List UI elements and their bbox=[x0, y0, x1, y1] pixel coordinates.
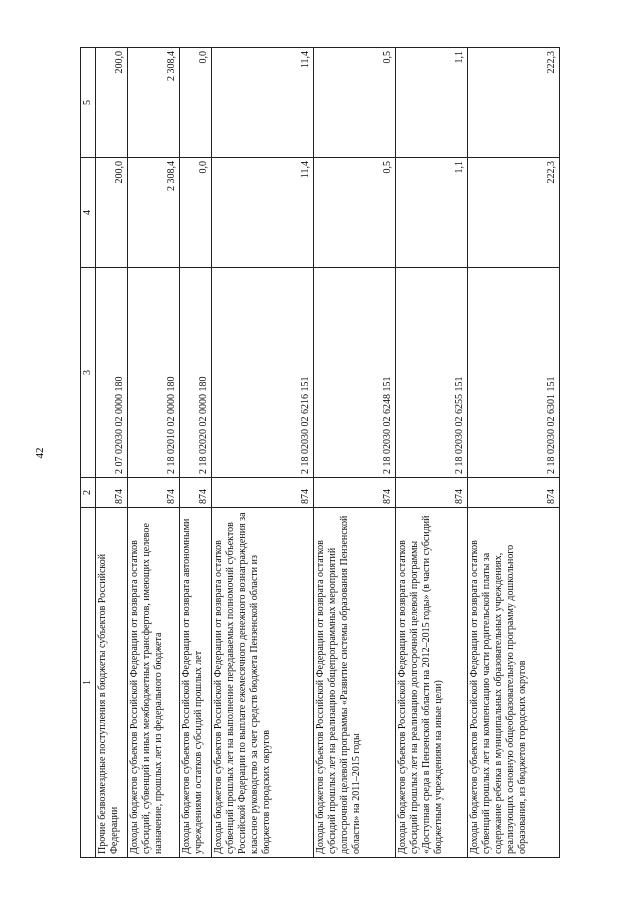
table-row bbox=[212, 48, 314, 858]
amount-cell-col4: 222,3 bbox=[468, 158, 560, 268]
amount-cell-col4: 0,0 bbox=[180, 158, 212, 268]
amount-cell-col5: 0,5 bbox=[314, 48, 396, 158]
amount-cell-col5: 222,3 bbox=[468, 48, 560, 158]
table-row bbox=[128, 48, 180, 858]
amount-cell-col4: 11,4 bbox=[212, 158, 314, 268]
column-header-1: 1 bbox=[81, 508, 96, 858]
revenue-name-cell: Доходы бюджетов субъектов Российской Федерации от возврата остатков субсидий прошлых лет на реализацию общепрограммных мероприятий долгосрочной целевой программы «Развитие системы образования Пензенской области» на 2011–2015 годы bbox=[314, 508, 396, 858]
budget-code-cell: 2 18 02030 02 6301 151 bbox=[468, 268, 560, 478]
amount-cell-col5: 2 308,4 bbox=[128, 48, 180, 158]
budget-code-cell: 2 07 02030 02 0000 180 bbox=[96, 268, 128, 478]
amount-cell-col4: 1,1 bbox=[396, 158, 468, 268]
amount-cell-col4: 0,5 bbox=[314, 158, 396, 268]
revenue-name-cell: Доходы бюджетов субъектов Российской Федерации от возврата остатков субвенций прошлых лет на выполнение передаваемых полномочий субъектов Российской Федерации по выплате ежемесячного денежного вознаграждения за классное руководство за счет средств бюджета Пензенской области из бюджетов городских округов bbox=[212, 508, 314, 858]
budget-revenue-table bbox=[80, 47, 560, 858]
budget-code-cell: 2 18 02010 02 0000 180 bbox=[128, 268, 180, 478]
revenue-name-cell: Прочие безвозмездные поступления в бюджеты субъектов Российской Федерации bbox=[96, 508, 128, 858]
column-header-2: 2 bbox=[81, 478, 96, 508]
administrator-code-cell: 874 bbox=[180, 478, 212, 508]
amount-cell-col5: 1,1 bbox=[396, 48, 468, 158]
revenue-name-cell: Доходы бюджетов субъектов Российской Федерации от возврата остатков субсидий прошлых лет на реализацию долгосрочной целевой программы «Доступная среда в Пензенской области на 2012–2015 годы» (в части субсидий бюджетным учреждениям на иные цели) bbox=[396, 508, 468, 858]
amount-cell-col4: 2 308,4 bbox=[128, 158, 180, 268]
budget-code-cell: 2 18 02020 02 0000 180 bbox=[180, 268, 212, 478]
administrator-code-cell: 874 bbox=[128, 478, 180, 508]
table-row bbox=[96, 48, 128, 858]
administrator-code-cell: 874 bbox=[314, 478, 396, 508]
table-row bbox=[180, 48, 212, 858]
revenue-name-cell: Доходы бюджетов субъектов Российской Федерации от возврата автономными учреждениями остатков субсидий прошлых лет bbox=[180, 508, 212, 858]
administrator-code-cell: 874 bbox=[468, 478, 560, 508]
rotated-table-container bbox=[80, 48, 560, 858]
page-number: 42 bbox=[34, 447, 46, 459]
table-row bbox=[314, 48, 396, 858]
budget-code-cell: 2 18 02030 02 6248 151 bbox=[314, 268, 396, 478]
table-row bbox=[468, 48, 560, 858]
administrator-code-cell: 874 bbox=[96, 478, 128, 508]
amount-cell-col4: 200,0 bbox=[96, 158, 128, 268]
budget-code-cell: 2 18 02030 02 6255 151 bbox=[396, 268, 468, 478]
table-header-row bbox=[81, 48, 96, 858]
administrator-code-cell: 874 bbox=[396, 478, 468, 508]
budget-code-cell: 2 18 02030 02 6216 151 bbox=[212, 268, 314, 478]
amount-cell-col5: 0,0 bbox=[180, 48, 212, 158]
column-header-5: 5 bbox=[81, 48, 96, 158]
column-header-4: 4 bbox=[81, 158, 96, 268]
table-row bbox=[396, 48, 468, 858]
column-header-3: 3 bbox=[81, 268, 96, 478]
amount-cell-col5: 11,4 bbox=[212, 48, 314, 158]
administrator-code-cell: 874 bbox=[212, 478, 314, 508]
revenue-name-cell: Доходы бюджетов субъектов Российской Федерации от возврата остатков субсидий, субвенций и иных межбюджетных трансфертов, имеющих целевое назначение, прошлых лет из федерального бюджета bbox=[128, 508, 180, 858]
amount-cell-col5: 200,0 bbox=[96, 48, 128, 158]
revenue-name-cell: Доходы бюджетов субъектов Российской Федерации от возврата остатков субвенций прошлых лет на компенсацию части родительской платы за содержание ребенка в муниципальных образовательных учреждениях, реализующих основную общеобразовательную программу дошкольного образования, из бюджетов городских округов bbox=[468, 508, 560, 858]
